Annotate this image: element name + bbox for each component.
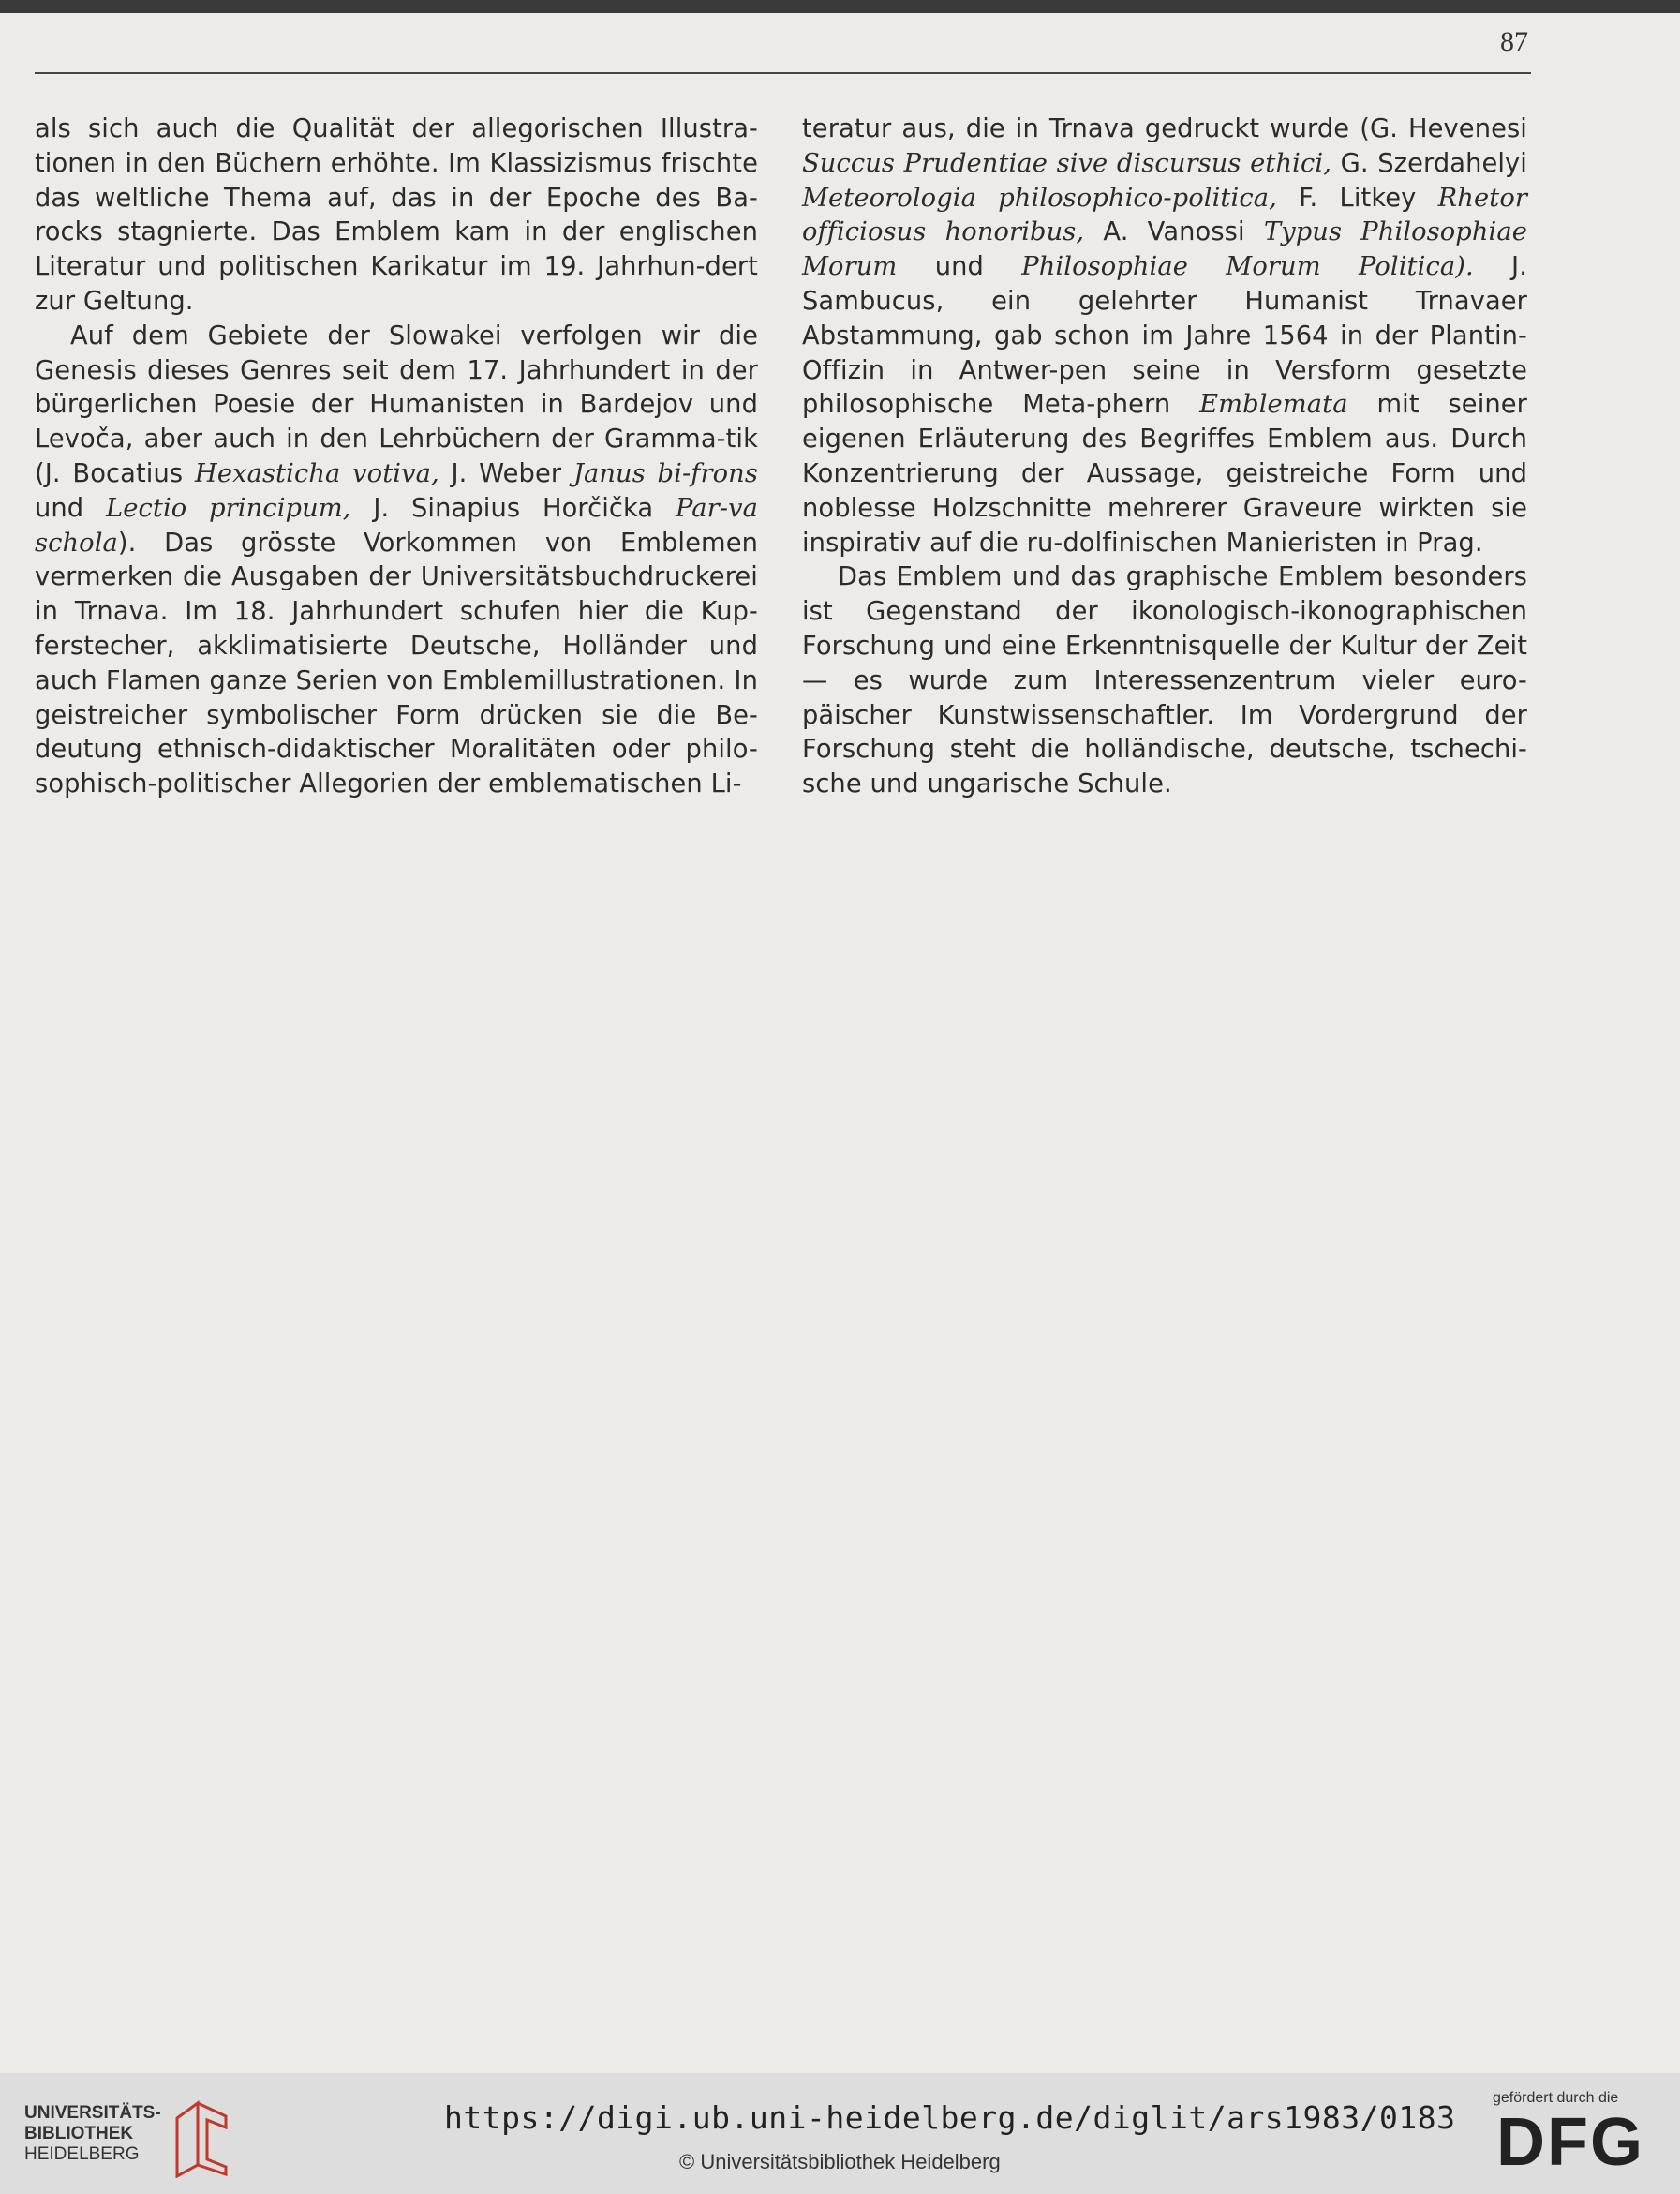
page-number: 87: [1500, 26, 1528, 57]
header-rule: [35, 72, 1531, 74]
right-column: [802, 112, 1527, 802]
copyright-notice: © Universitätsbibliothek Heidelberg: [679, 2150, 1001, 2173]
university-library-logo[interactable]: [24, 2099, 240, 2174]
funded-by-label: gefördert durch die: [1493, 2090, 1619, 2106]
logo-text: [24, 2103, 161, 2165]
left-column: [35, 112, 758, 802]
paragraph: teratur aus, die in Trnava gedruckt wurde (G. Hevenesi Succus Prudentiae sive discursus ethici, G. Szerdahelyi Meteorologia philosophico-politica, F. Litkey Rhetor officiosus honoribus, A. Vanossi Typus Philosophiae Morum und Philosophiae Morum Politica). J. Sambucus, ein gelehrter Humanist Trnavaer Abstammung, gab schon im Jahre 1564 in der Plantin-Offizin in Antwer-pen seine in Versform gesetzte philosophische Meta-phern Emblemata mit seiner eigenen Erläuterung des Begriffes Emblem aus. Durch Konzentrierung der Aussage, geistreiche Form und noblesse Holzschnitte mehrerer Graveure wirkten sie inspirativ auf die ru-dolfinischen Manieristen in Prag.: [802, 114, 1528, 558]
top-edge-strip: [0, 0, 1680, 13]
paragraph: Auf dem Gebiete der Slowakei verfolgen wir die Genesis dieses Genres seit dem 17. Jahrhundert in der bürgerlichen Poesie der Humanisten in Bardejov und Levoča, aber auch in den Lehrbüchern der Gramma-tik (J. Bocatius Hexasticha votiva, J. Weber Janus bi-frons und Lectio principum, J. Sinapius Horčička Par-va schola). Das grösste Vorkommen von Emblemen vermerken die Ausgaben der Universitätsbuchdruckerei in Trnava. Im 18. Jahrhundert schufen hier die Kup-ferstecher, akklimatisierte Deutsche, Holländer und auch Flamen ganze Serien von Emblemillustrationen. In geistreicher symbolischer Form drücken sie die Be-deutung ethnisch-didaktischer Moralitäten oder philo-sophisch-politischer Allegorien der emblematischen Li-: [35, 321, 759, 799]
paragraph: Das Emblem und das graphische Emblem besonders ist Gegenstand der ikonologisch-ikonographischen Forschung und eine Erkenntnisquelle der Kultur der Zeit — es wurde zum Interessenzentrum vieler euro-päischer Kunstwissenschaftler. Im Vordergrund der Forschung steht die holländische, deutsche, tschechi-sche und ungarische Schule.: [802, 562, 1527, 799]
library-emblem-icon: [170, 2099, 235, 2178]
logo-line-3: HEIDELBERG: [24, 2144, 140, 2164]
permalink-url[interactable]: https://digi.ub.uni-heidelberg.de/diglit/ars1983/0183: [444, 2099, 1456, 2136]
logo-line-1: UNIVERSITÄTS-: [24, 2103, 161, 2123]
paragraph: als sich auch die Qualität der allegorischen Illustra-tionen in den Büchern erhöhte. Im Klassizismus frischte das weltliche Thema auf, das in der Epoche des Ba-rocks stagnierte. Das Emblem kam in der englischen Literatur und politischen Karikatur im 19. Jahrhun-dert zur Geltung.: [35, 114, 758, 316]
logo-line-2: BIBLIOTHEK: [24, 2124, 134, 2143]
dfg-logo[interactable]: DFG: [1496, 2105, 1644, 2180]
